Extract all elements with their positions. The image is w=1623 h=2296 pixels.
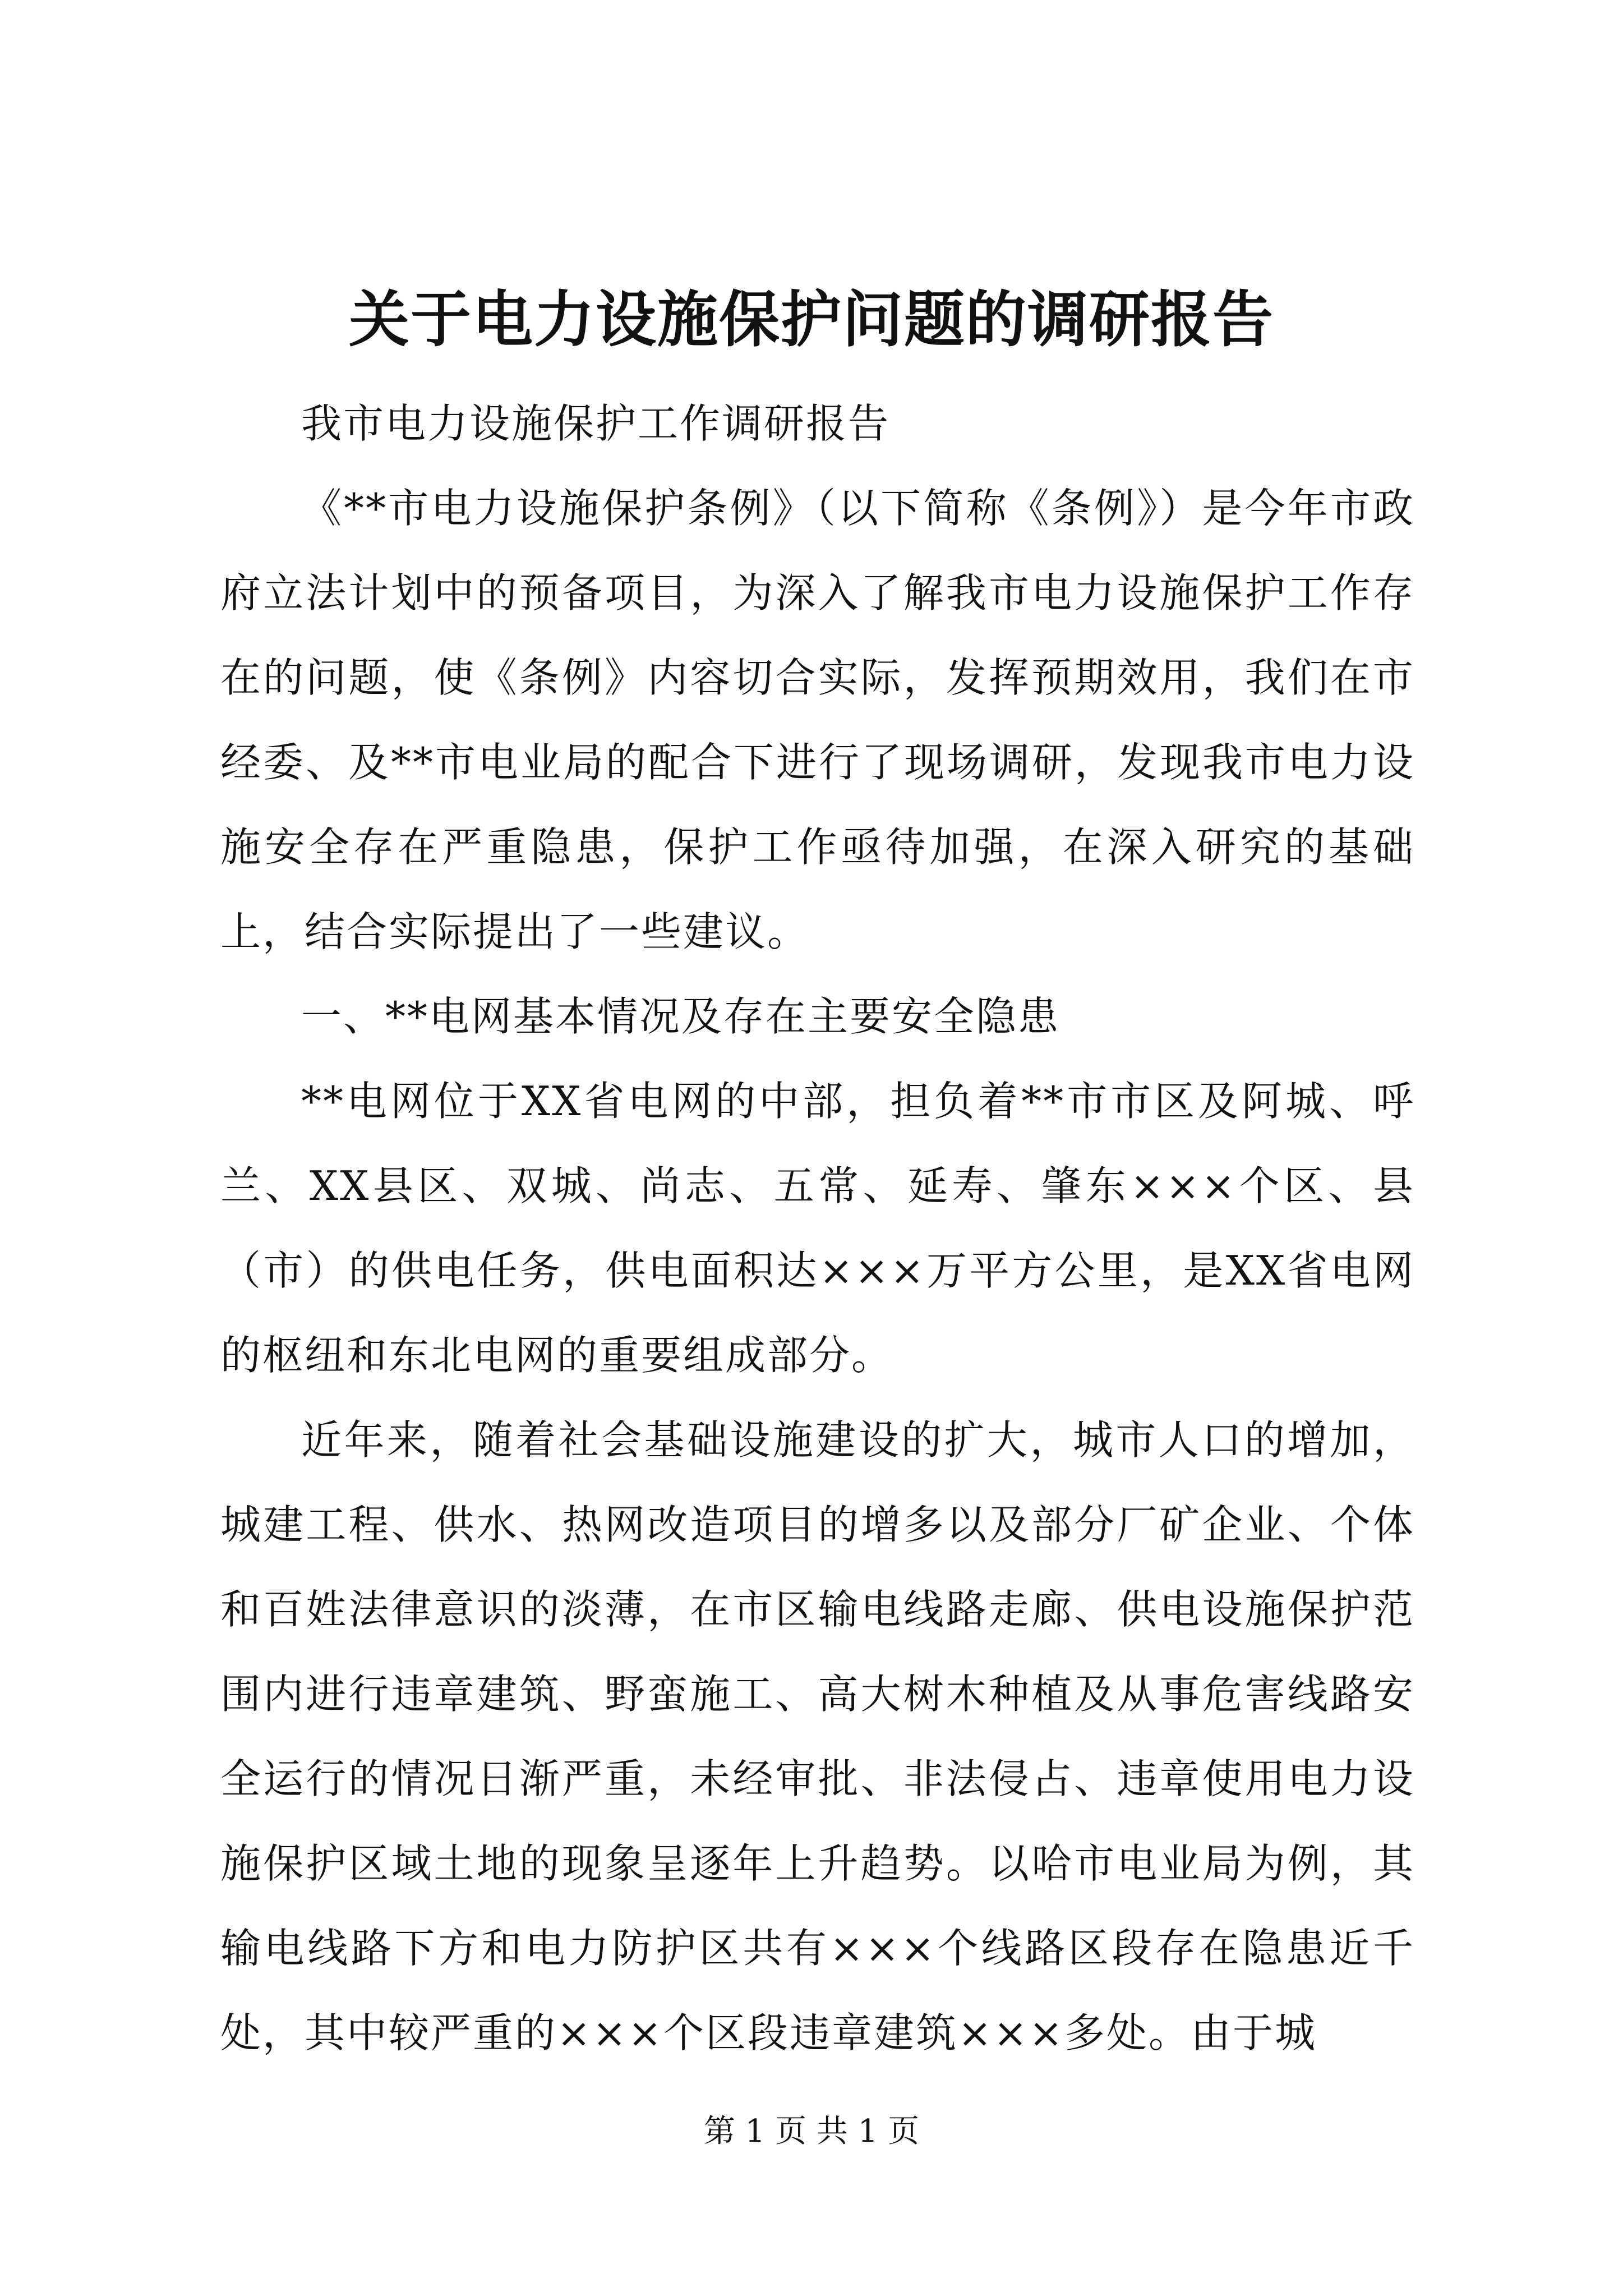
document-title: 关于电力设施保护问题的调研报告 — [348, 284, 1274, 355]
section-heading: 一、**电网基本情况及存在主要安全隐患 — [301, 993, 1061, 1040]
intro-paragraph: 《**市电力设施保护条例》（以下简称《条例》）是今年市政府立法计划中的预备项目，为深入了解我市电力设施保护工作存在的问题，使《条例》内容切合实际，发挥预期效用，我们在市经委、及**市电业局的配合下进行了现场调研，发现我市电力设施安全存在严重隐患，保护工作亟待加强，在深入研究的基础上，结合实际提出了一些建议。 — [220, 485, 1415, 955]
document-body — [220, 381, 1415, 2076]
hazard-paragraph: 近年来，随着社会基础设施建设的扩大，城市人口的增加，城建工程、供水、热网改造项目的增多以及部分厂矿企业、个体和百姓法律意识的淡薄，在市区输电线路走廊、供电设施保护范围内进行违章建筑、野蛮施工、高大树木种植及从事危害线路安全运行的情况日渐严重，未经审批、非法侵占、违章使用电力设施保护区域土地的现象呈逐年上升趋势。以哈市电业局为例，其输电线路下方和电力防护区共有×××个线路区段存在隐患近千处，其中较严重的×××个区段违章建筑×××多处。由于城 — [220, 1416, 1415, 2056]
grid-overview-paragraph: **电网位于XX省电网的中部，担负着**市市区及阿城、呼兰、XX县区、双城、尚志、五常、延寿、肇东×××个区、县（市）的供电任务，供电面积达×××万平方公里，是XX省电网的枢纽和东北电网的重要组成部分。 — [220, 1078, 1415, 1379]
page-number-footer: 第 1 页 共 1 页 — [703, 2113, 920, 2150]
subtitle-paragraph: 我市电力设施保护工作调研报告 — [301, 400, 891, 447]
